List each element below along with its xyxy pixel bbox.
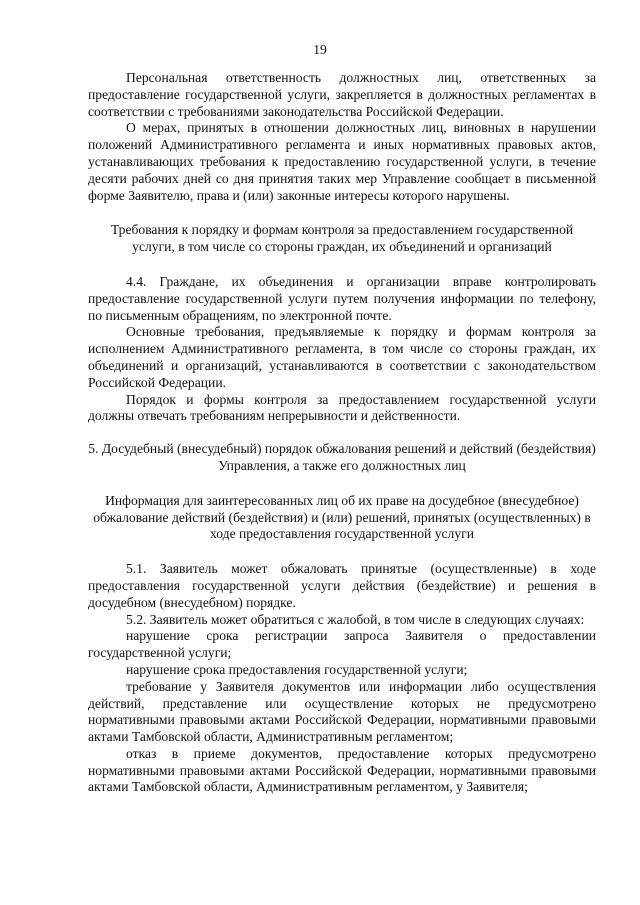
list-item-document-requirement: требование у Заявителя документов или информации либо осуществления действий, представление или осуществление которых не предусмотрено нормативными правовыми актами Российской Федерации, нормативными правовыми актами Тамбовской области, Административным регламентом; <box>88 678 596 745</box>
paragraph-5-1: 5.1. Заявитель может обжаловать принятые (осуществленные) в ходе предоставления государственной услуги действия (бездействие) и решения в досудебном (внесудебном) порядке. <box>88 561 596 610</box>
page-number: 19 <box>313 42 327 57</box>
list-item-registration-deadline: нарушение срока регистрации запроса Заявителя о предоставлении государственной услуги; <box>88 628 596 661</box>
paragraph-personal-responsibility: Персональная ответственность должностных лиц, ответственных за предоставление государственной услуги, закрепляется в должностных регламентах в соответствии с требованиями законодательства Российской Федерации. <box>88 70 596 119</box>
heading-control-requirements: Требования к порядку и формам контроля за предоставлением государственной услуги, в том числе со стороны граждан, их объединений и организаций <box>110 222 574 255</box>
paragraph-measures-taken: О мерах, принятых в отношении должностных лиц, виновных в нарушении положений Административного регламента и иных нормативных правовых актов, устанавливающих требования к предоставлению государственной услуги, в течение десяти рабочих дней со дня принятия таких мер Управление сообщает в письменной форме Заявителю, права и (или) законные интересы которого нарушены. <box>88 120 596 203</box>
paragraph-control-procedure: Порядок и формы контроля за предоставлением государственной услуги должны отвечать требованиям непрерывности и действенности. <box>88 391 596 424</box>
heading-section-5: 5. Досудебный (внесудебный) порядок обжалования решений и действий (бездействия) Управления, а также его должностных лиц <box>88 441 596 473</box>
list-item-document-refusal: отказ в приеме документов, предоставление которых предусмотрено нормативными правовыми актами Российской Федерации, нормативными правовыми актами Тамбовской области, Административным регламентом, у Заявителя; <box>88 745 596 795</box>
list-item-service-deadline: нарушение срока предоставления государственной услуги; <box>126 661 468 677</box>
document-body <box>88 70 596 796</box>
paragraph-4-4: 4.4. Граждане, их объединения и организации вправе контролировать предоставление государственной услуги путем получения информации по телефону, по письменным обращениям, по электронной почте. <box>88 273 596 323</box>
heading-appeal-information: Информация для заинтересованных лиц об их праве на досудебное (внесудебное) обжалование действий (бездействия) и (или) решений, принятых (осуществленных) в ходе предоставления государственной услуги <box>93 492 591 542</box>
paragraph-5-2: 5.2. Заявитель может обратиться с жалобой, в том числе в следующих случаях: <box>126 611 585 627</box>
paragraph-main-requirements: Основные требования, предъявляемые к порядку и формам контроля за исполнением Административного регламента, в том числе со стороны граждан, их объединений и организаций, устанавливаются в соответствии с законодательством Российской Федерации. <box>88 324 596 390</box>
